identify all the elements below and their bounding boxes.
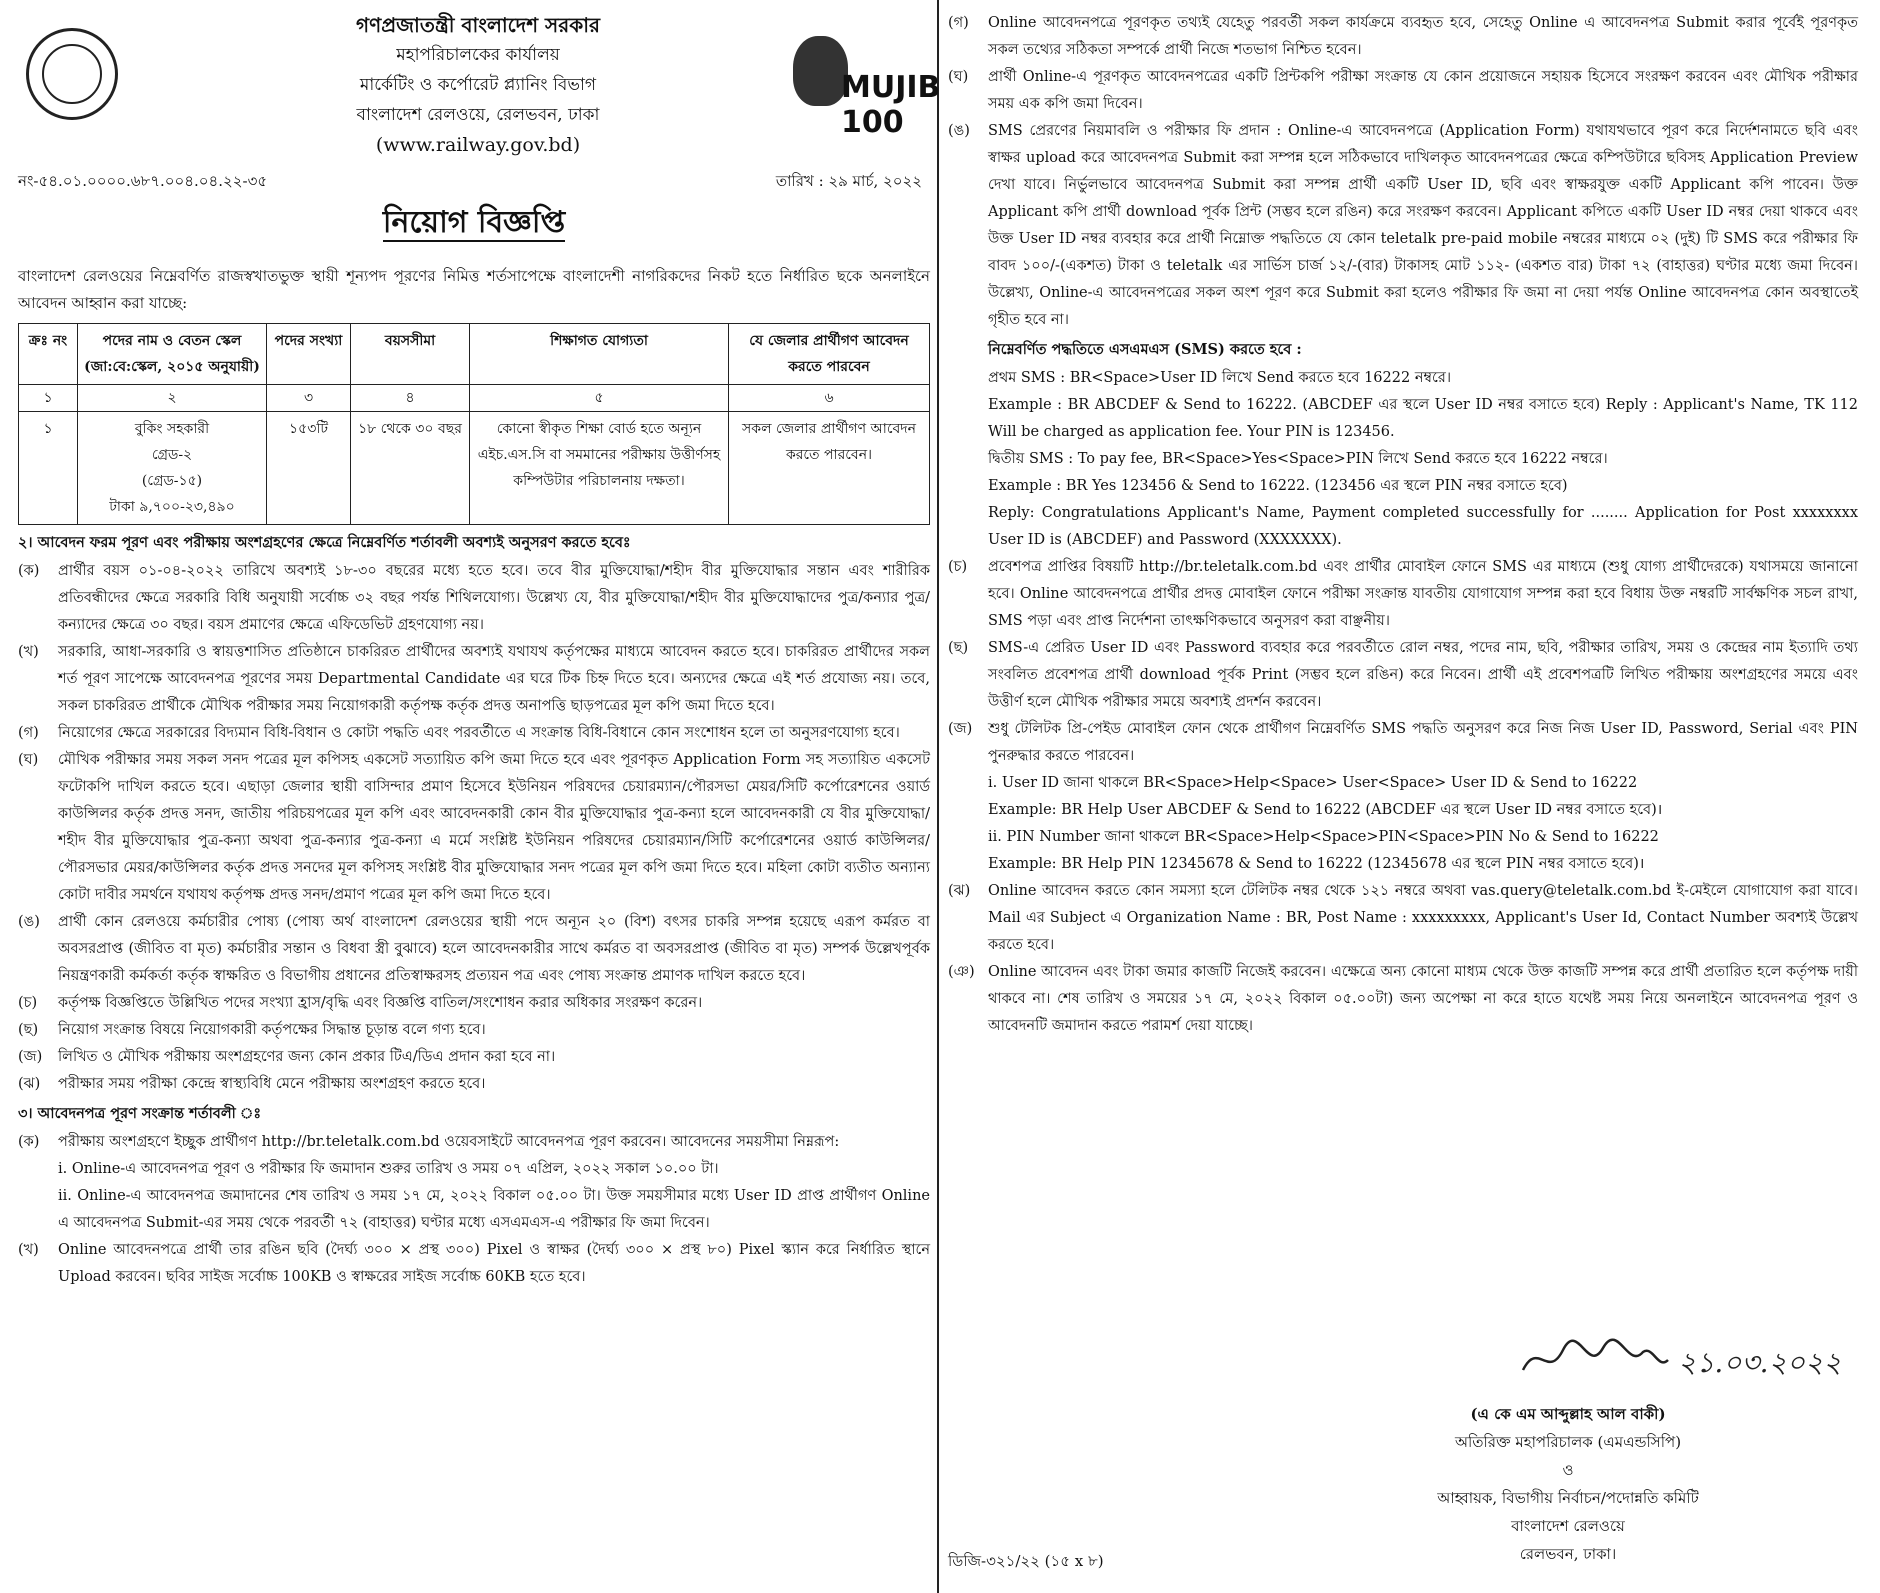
row-qualification: কোনো স্বীকৃত শিক্ষা বোর্ড হতে অন্যূন এইচ.এস.সি বা সমমানের পরীক্ষায় উত্তীর্ণসহ কম্পিউটার পরিচালনায় দক্ষতা।	[470, 412, 729, 525]
portrait-image	[793, 36, 848, 106]
recovery-line: Example: BR Help User ABCDEF & Send to 16222 (ABCDEF এর স্থলে User ID নম্বর বসাতে হবে)।	[988, 802, 1663, 818]
list-item	[948, 635, 1858, 716]
list-item	[948, 716, 1858, 770]
table-cell: ৪	[351, 385, 470, 412]
col-age: বয়সসীমা	[351, 324, 470, 385]
recovery-line: i. User ID জানা থাকলে BR<Space>Help<Space> User<Space> User ID & Send to 16222	[988, 775, 1638, 791]
item-text: সরকারি, আধা-সরকারি ও স্বায়ত্তশাসিত প্রতিষ্ঠানে চাকরিরত প্রার্থীদের অবশ্যই যথাযথ কর্তৃপক্ষের মাধ্যমে আবেদন করতে হবে। চাকরিরত প্রার্থীদের সকল শর্ত পূরণ সাপেক্ষে আবেদনপত্র পূরণের সময় Departmental Candidate এর ঘরে টিক চিহ্ন দিতে হবে। অন্যদের ক্ষেত্রে এই শর্ত প্রযোজ্য নয়। তবে, সকল চাকরিরত প্রার্থীকে মৌখিক পরীক্ষার সময় নিয়োগকারী কর্তৃপক্ষ কর্তৃক প্রদত্ত অনাপত্তি ছাড়পত্রের মূল কপি জমা দিতে হবে।	[58, 644, 930, 714]
column-divider	[937, 0, 939, 1593]
deadline-end: ii. Online-এ আবেদনপত্র জমাদানের শেষ তারিখ ও সময় ১৭ মে, ২০২২ বিকাল ০৫.০০ টা। উক্ত সময়সীমার মধ্যে User ID প্রাপ্ত প্রার্থীগণ Online এ আবেদনপত্র Submit-এর সময় থেকে পরবর্তী ৭২ (বাহাত্তর) ঘণ্টার মধ্যে এসএমএস-এ পরীক্ষার ফি জমা দিবেন।	[58, 1188, 930, 1231]
item-text: নিয়োগের ক্ষেত্রে সরকারের বিদ্যমান বিধি-বিধান ও কোটা পদ্ধতি এবং পরবর্তীতে এ সংক্রান্ত বিধি-বিধানে কোন সংশোধন হলে তা অনুসরণযোগ্য হবে।	[58, 725, 900, 741]
item-label: (ঘ)	[18, 752, 39, 768]
item-label: (ক)	[18, 563, 40, 579]
item-text: নিয়োগ সংক্রান্ত বিষয়ে নিয়োগকারী কর্তৃপক্ষের সিদ্ধান্ত চূড়ান্ত বলে গণ্য হবে।	[58, 1022, 486, 1038]
item-text: SMS প্রেরণের নিয়মাবলি ও পরীক্ষার ফি প্রদান : Online-এ আবেদনপত্রে (Application Form) যথাযথভাবে পূরণ করে নির্দেশনামতে ছবি এবং স্বাক্ষর upload করে আবেদনপত্র Submit করা সম্পন্ন হলে সঠিকভাবে দাখিলকৃত আবেদনপত্রের ক্ষেত্রে কম্পিউটারে ছবিসহ Application Preview দেখা যাবে। নির্ভুলভাবে আবেদনপত্র Submit করা সম্পন্ন প্রার্থী একটি User ID, ছবি এবং স্বাক্ষরযুক্ত একটি Applicant কপি পাবেন। উক্ত Applicant কপি প্রার্থী download পূর্বক প্রিন্ট (সম্ভব হলে রঙিন) করে সংরক্ষণ করবেন। Applicant কপিতে একটি User ID নম্বর দেয়া থাকবে এবং উক্ত User ID নম্বর ব্যবহার করে প্রার্থী নিম্নোক্ত পদ্ধতিতে যে কোন teletalk pre-paid mobile নম্বরের মাধ্যমে ০২ (দুই) টি SMS করে পরীক্ষার ফি বাবদ ১০০/-(একশত) টাকা ও teletalk এর সার্ভিস চার্জ ১২/-(বার) টাকাসহ মোট ১১২- (একশত বার) টাকা ৭২ (বাহাত্তর) ঘণ্টার মধ্যে জমা দিবেন। উল্লেখ্য, Online-এ আবেদনপত্রের সকল অংশ পূরণ করে Submit করা হলেও পরীক্ষার ফি জমা না দেয়া পর্যন্ত Online আবেদনপত্র কোন অবস্থাতেই গৃহীত হবে না।	[988, 123, 1858, 328]
organization-address: বাংলাদেশ রেলওয়ে, রেলভবন, ঢাকা	[356, 105, 600, 125]
notice-title: নিয়োগ বিজ্ঞপ্তি	[382, 205, 566, 240]
item-label: (জ)	[948, 721, 973, 737]
department-name: মার্কেটিং ও কর্পোরেট প্ল্যানিং বিভাগ	[359, 75, 597, 95]
list-item	[18, 1044, 930, 1071]
item-text: প্রবেশপত্র প্রাপ্তির বিষয়টি http://br.teletalk.com.bd এবং প্রার্থীর মোবাইল ফোনে SMS এর মাধ্যমে (শুধু যোগ্য প্রার্থীদেরকে) যথাসময়ে জানানো হবে। Online আবেদনপত্রে প্রার্থীর প্রদত্ত মোবাইল ফোনে পরীক্ষা সংক্রান্ত যাবতীয় যোগাযোগ সম্পন্ন করা হবে বিধায় উক্ত নম্বরটি সার্বক্ষণিক সচল রাখা, SMS পড়া এবং প্রাপ্ত নির্দেশনা তাৎক্ষণিকভাবে অনুসরণ করা বাঞ্ছনীয়।	[988, 559, 1858, 629]
list-item	[948, 64, 1858, 118]
govt-name: গণপ্রজাতন্ত্রী বাংলাদেশ সরকার	[356, 13, 600, 37]
list-item	[948, 10, 1858, 64]
bangladesh-railway-seal-icon	[26, 28, 118, 120]
item-label: (ক)	[18, 1134, 40, 1150]
signatory-details	[1328, 1400, 1808, 1568]
letterhead	[18, 10, 941, 190]
item-label: (চ)	[18, 995, 38, 1011]
item-text: প্রার্থী Online-এ পূরণকৃত আবেদনপত্রের একটি প্রিন্টকপি পরীক্ষা সংক্রান্ত যে কোন প্রয়োজনে সহায়ক হিসেবে সংরক্ষণ করবেন এবং মৌখিক পরীক্ষার সময় এক কপি জমা দিবেন।	[988, 69, 1858, 112]
signature-block	[948, 1330, 1858, 1580]
item-text: শুধু টেলিটক প্রি-পেইড মোবাইল ফোন থেকে প্রার্থীগণ নিম্নেবর্ণিত SMS পদ্ধতি অনুসরণ করে নিজ নিজ User ID, Password, Serial এবং PIN পুনরুদ্ধার করতে পারবেন।	[988, 721, 1858, 764]
intro-paragraph: বাংলাদেশ রেলওয়ের নিম্নেবর্ণিত রাজস্বখাতভুক্ত স্থায়ী শূন্যপদ পূরণের নিমিত্ত শর্তসাপেক্ষে বাংলাদেশী নাগরিকদের নিকট হতে নির্ধারিত ছকে অনলাইনে আবেদন আহ্বান করা যাচ্ছে:	[18, 267, 930, 312]
website: (www.railway.gov.bd)	[375, 134, 581, 156]
row-count: ১৫৩টি	[267, 412, 351, 525]
recovery-line: ii. PIN Number জানা থাকলে BR<Space>Help<Space>PIN<Space>PIN No & Send to 16222	[988, 829, 1659, 845]
item-text: পরীক্ষার সময় পরীক্ষা কেন্দ্রে স্বাস্থ্যবিধি মেনে পরীক্ষায় অংশগ্রহণ করতে হবে।	[58, 1076, 486, 1092]
list-item	[18, 1071, 930, 1098]
sms-heading: নিম্নেবর্ণিত পদ্ধতিতে এসএমএস (SMS) করতে হবে :	[988, 341, 1302, 358]
item-label: (খ)	[18, 644, 39, 660]
section-2-heading: ২। আবেদন ফরম পূরণ এবং পরীক্ষায় অংশগ্রহণের ক্ষেত্রে নিম্নেবর্ণিত শর্তাবলী অবশ্যই অনুসরণ করতে হবেঃ	[18, 534, 631, 551]
item-text: Online আবেদনপত্রে পূরণকৃত তথ্যই যেহেতু পরবর্তী সকল কার্যক্রমে ব্যবহৃত হবে, সেহেতু Online এ আবেদনপত্র Submit করার পূর্বেই পূরণকৃত সকল তথ্যের সঠিকতা সম্পর্কে প্রার্থী নিজে শতভাগ নিশ্চিত হবেন।	[988, 15, 1858, 58]
list-item	[18, 990, 930, 1017]
signature-image	[1518, 1330, 1842, 1390]
list-item	[948, 878, 1858, 959]
sms-line: Example : BR ABCDEF & Send to 16222. (ABCDEF এর স্থলে User ID নম্বর বসাতে হবে) Reply : Applicant's Name, TK 112 Will be charged as application fee. Your PIN is 123456.	[988, 397, 1858, 440]
table-cell: ২	[78, 385, 267, 412]
item-label: (গ)	[948, 15, 969, 31]
col-district: যে জেলার প্রার্থীগণ আবেদন করতে পারবেন	[729, 324, 930, 385]
sms-line: Example : BR Yes 123456 & Send to 16222. (123456 এর স্থলে PIN নম্বর বসাতে হবে)	[988, 478, 1568, 494]
list-item	[18, 1237, 930, 1291]
post-name: বুকিং সহকারী	[134, 421, 210, 437]
section-3-continued	[948, 10, 1858, 1040]
list-item	[18, 909, 930, 990]
row-age: ১৮ থেকে ৩০ বছর	[351, 412, 470, 525]
item-text: পরীক্ষায় অংশগ্রহণে ইচ্ছুক প্রার্থীগণ http://br.teletalk.com.bd ওয়েবসাইটে আবেদনপত্র পূরণ করবেন। আবেদনের সময়সীমা নিম্নরূপ:	[58, 1134, 840, 1150]
office-name: মহাপরিচালকের কার্যালয়	[396, 45, 560, 65]
item-text: Online আবেদন এবং টাকা জমার কাজটি নিজেই করবেন। এক্ষেত্রে অন্য কোনো মাধ্যম থেকে উক্ত কাজটি সম্পন্ন করে প্রার্থী প্রতারিত হলে কর্তৃপক্ষ দায়ী থাকবে না। শেষ তারিখ ও সময়ের ১৭ মে, ২০২২ বিকাল ০৫.০০টা) জন্য অপেক্ষা না করে হাতে যথেষ্ট সময় নিয়ে অনলাইনে আবেদনপত্র পূরণ ও আবেদনটি জমাদান করতে পরামর্শ দেয়া যাচ্ছে।	[988, 964, 1858, 1034]
notice-date: তারিখ : ২৯ মার্চ, ২০২২	[775, 172, 922, 190]
deadline-start: i. Online-এ আবেদনপত্র পূরণ ও পরীক্ষার ফি জমাদান শুরুর তারিখ ও সময় ০৭ এপ্রিল, ২০২২ সকাল ১০.০০ টা।	[58, 1161, 719, 1177]
sms-line: প্রথম SMS : BR<Space>User ID লিখে Send করতে হবে 16222 নম্বরে।	[988, 370, 1452, 386]
left-column	[18, 10, 941, 1585]
table-cell: ৩	[267, 385, 351, 412]
table-cell: ৫	[470, 385, 729, 412]
item-text: লিখিত ও মৌখিক পরীক্ষায় অংশগ্রহণের জন্য কোন প্রকার টিএ/ডিএ প্রদান করা হবে না।	[58, 1049, 556, 1065]
table-number-row	[19, 385, 930, 412]
section-3-heading: ৩। আবেদনপত্র পূরণ সংক্রান্ত শর্তাবলী ঃ	[18, 1105, 262, 1122]
table-cell: ১	[19, 385, 78, 412]
item-text: কর্তৃপক্ষ বিজ্ঞপ্তিতে উল্লিখিত পদের সংখ্যা হ্রাস/বৃদ্ধি এবং বিজ্ঞপ্তি বাতিল/সংশোধন করার অধিকার সংরক্ষণ করেন।	[58, 995, 703, 1011]
item-text: Online আবেদন করতে কোন সমস্যা হলে টেলিটক নম্বর থেকে ১২১ নম্বরে অথবা vas.query@teletalk.com.bd ই-মেইলে যোগাযোগ করা যাবে। Mail এর Subject এ Organization Name : BR, Post Name : xxxxxxxxx, Applicant's User Id, Contact Number অবশ্যই উল্লেখ করতে হবে।	[988, 883, 1858, 953]
col-post: পদের নাম ও বেতন স্কেল (জা:বে:স্কেল, ২০১৫ অনুযায়ী)	[78, 324, 267, 385]
item-text: প্রার্থী কোন রেলওয়ে কর্মচারীর পোষ্য (পোষ্য অর্থ বাংলাদেশ রেলওয়ের স্থায়ী পদে অন্যূন ২০ (বিশ) বৎসর চাকরি সম্পন্ন হয়েছে এরূপ কর্মরত বা অবসরপ্রাপ্ত (জীবিত বা মৃত) কর্মচারীর সন্তান ও বিধবা স্ত্রী বুঝাবে) হলে আবেদনকারীর সাথে কর্মরত বা অবসরপ্রাপ্ত (জীবিত বা মৃত) সম্পর্ক উল্লেখপূর্বক নিয়ন্ত্রণকারী কর্মকর্তা কর্তৃক স্বাক্ষরিত ও বিভাগীয় প্রধানের প্রতিস্বাক্ষরসহ প্রত্যয়ন পত্র এবং পোষ্য সংক্রান্ত প্রমাণক দাখিল করতে হবে।	[58, 914, 930, 984]
list-item	[948, 554, 1858, 635]
item-label: (ছ)	[18, 1022, 39, 1038]
item-label: (গ)	[18, 725, 39, 741]
list-item	[948, 118, 1858, 334]
item-label: (ঝ)	[18, 1076, 41, 1092]
item-label: (ঝ)	[948, 883, 971, 899]
row-sl: ১	[19, 412, 78, 525]
row-district: সকল জেলার প্রার্থীগণ আবেদন করতে পারবেন।	[729, 412, 930, 525]
post-pay-scale: টাকা ৯,৭০০-২৩,৪৯০	[109, 499, 235, 515]
post-pay-grade: (গ্রেড-১৫)	[141, 473, 203, 489]
signatory-place: রেলভবন, ঢাকা।	[1519, 1545, 1617, 1563]
list-item	[18, 1129, 930, 1156]
list-item	[18, 639, 930, 720]
item-label: (জ)	[18, 1049, 43, 1065]
dg-code: ডিজি-৩২১/২২ (১৫ x ৮)	[948, 1552, 1104, 1570]
list-item	[948, 959, 1858, 1040]
list-item	[18, 747, 930, 909]
signatory-designation: অতিরিক্ত মহাপরিচালক (এমএন্ডসিপি)	[1454, 1433, 1682, 1451]
item-label: (খ)	[18, 1242, 39, 1258]
mujib-100-logo	[783, 30, 941, 140]
col-sl: ক্রঃ নং	[19, 324, 78, 385]
table-cell: ৬	[729, 385, 930, 412]
conjunction: ও	[1562, 1461, 1574, 1479]
signatory-org: বাংলাদেশ রেলওয়ে	[1511, 1517, 1625, 1535]
signatory-committee: আহ্বায়ক, বিভাগীয় নির্বাচন/পদোন্নতি কমিটি	[1437, 1489, 1699, 1507]
recovery-line: Example: BR Help PIN 12345678 & Send to 16222 (12345678 এর স্থলে PIN নম্বর বসাতে হবে)।	[988, 856, 1645, 872]
col-qualification: শিক্ষাগত যোগ্যতা	[470, 324, 729, 385]
list-item	[18, 1017, 930, 1044]
signature-date: ২১.০৩.২০২২	[1678, 1346, 1842, 1379]
vacancy-table	[18, 323, 930, 525]
item-label: (চ)	[948, 559, 968, 575]
item-label: (ঘ)	[948, 69, 969, 85]
item-text: SMS-এ প্রেরিত User ID এবং Password ব্যবহার করে পরবর্তীতে রোল নম্বর, পদের নাম, ছবি, পরীক্ষার তারিখ, সময় ও কেন্দ্রের নাম ইত্যাদি তথ্য সংবলিত প্রবেশপত্র প্রার্থী download পূর্বক Print (সম্ভব হলে রঙিন) করে নিবেন। প্রার্থী এই প্রবেশপত্রটি লিখিত পরীক্ষায় অংশগ্রহণের সময়ে এবং উত্তীর্ণ হলে মৌখিক পরীক্ষার সময়ে অবশ্যই প্রদর্শন করবেন।	[988, 640, 1858, 710]
col-count: পদের সংখ্যা	[267, 324, 351, 385]
sms-line: দ্বিতীয় SMS : To pay fee, BR<Space>Yes<Space>PIN লিখে Send করতে হবে 16222 নম্বরে।	[988, 451, 1608, 467]
item-label: (ঙ)	[948, 123, 970, 139]
signatory-name: (এ কে এম আব্দুল্লাহ আল বাকী)	[1470, 1405, 1666, 1423]
section-2	[18, 529, 930, 1291]
sms-line: Reply: Congratulations Applicant's Name, Payment completed successfully for ........ Application for Post xxxxxxxx User ID is (ABCDEF) and Password (XXXXXXX).	[988, 505, 1858, 548]
item-text: মৌখিক পরীক্ষার সময় সকল সনদ পত্রের মূল কপিসহ একসেট সত্যায়িত কপি জমা দিতে হবে এবং পূরণকৃত Application Form সহ সত্যায়িত একসেট ফটোকপি দাখিল করতে হবে। এছাড়া জেলার স্থায়ী বাসিন্দার প্রমাণ হিসেবে ইউনিয়ন পরিষদের চেয়ারম্যান/পৌরসভা মেয়র/সিটি কর্পোরেশনের ওয়ার্ড কাউন্সিলর কর্তৃক প্রদত্ত সনদ, জাতীয় পরিচয়পত্রের মূল কপি এবং আবেদনকারী কোন বীর মুক্তিযোদ্ধার পুত্র-কন্যা হলে আবেদনকারী যে বীর মুক্তিযোদ্ধা/শহীদ বীর মুক্তিযোদ্ধার পুত্র-কন্যা অথবা পুত্র-কন্যার পুত্র-কন্যা এ মর্মে সংশ্লিষ্ট ইউনিয়ন পরিষদের চেয়ারম্যান/সিটি কর্পোরেশনের ওয়ার্ড কাউন্সিলর/পৌরসভার মেয়র/কাউন্সিলর কর্তৃক প্রদত্ত সনদের মূল কপিসহ সংশ্লিষ্ট বীর মুক্তিযোদ্ধার সনদ পত্রের মূল কপি জমা দিতে হবে। মহিলা কোটা ব্যতীত অন্যান্য কোটা দাবীর সমর্থনে যথাযথ কর্তৃপক্ষ প্রদত্ত সনদ/প্রমাণ পত্রের মূল কপি জমা দিতে হবে।	[58, 752, 930, 903]
table-row	[19, 412, 930, 525]
row-post	[78, 412, 267, 525]
item-label: (ঙ)	[18, 914, 40, 930]
letterhead-text	[228, 10, 728, 160]
table-header-row	[19, 324, 930, 385]
item-label: (ঞ)	[948, 964, 975, 980]
list-item	[18, 558, 930, 639]
mujib-logo-text: MUJIB 100	[841, 70, 941, 140]
memo-number: নং-৫৪.০১.০০০০.৬৮৭.০০৪.০৪.২২-৩৫	[18, 172, 268, 190]
item-label: (ছ)	[948, 640, 969, 656]
item-text: Online আবেদনপত্রে প্রার্থী তার রঙিন ছবি (দৈর্ঘ্য ৩০০ × প্রস্থ ৩০০) Pixel ও স্বাক্ষর (দৈর্ঘ্য ৩০০ × প্রস্থ ৮০) Pixel স্ক্যান করে নির্ধারিত স্থানে Upload করবেন। ছবির সাইজ সর্বোচ্চ 100KB ও স্বাক্ষরের সাইজ সর্বোচ্চ 60KB হতে হবে।	[58, 1242, 930, 1285]
item-text: প্রার্থীর বয়স ০১-০৪-২০২২ তারিখে অবশ্যই ১৮-৩০ বছরের মধ্যে হতে হবে। তবে বীর মুক্তিযোদ্ধা/শহীদ বীর মুক্তিযোদ্ধার সন্তান এবং শারীরিক প্রতিবন্ধীদের ক্ষেত্রে সরকারি বিধি অনুযায়ী সর্বোচ্চ ৩২ বছর পর্যন্ত শিথিলযোগ্য। উল্লেখ্য যে, বীর মুক্তিযোদ্ধা/শহীদ বীর মুক্তিযোদ্ধাদের পুত্র/কন্যার পুত্র/কন্যাদের ক্ষেত্রে ৩০ বছর। বয়স প্রমাণের ক্ষেত্রে এফিডেভিট গ্রহণযোগ্য নয়।	[58, 563, 930, 633]
list-item	[18, 720, 930, 747]
post-grade: গ্রেড-২	[151, 447, 193, 463]
